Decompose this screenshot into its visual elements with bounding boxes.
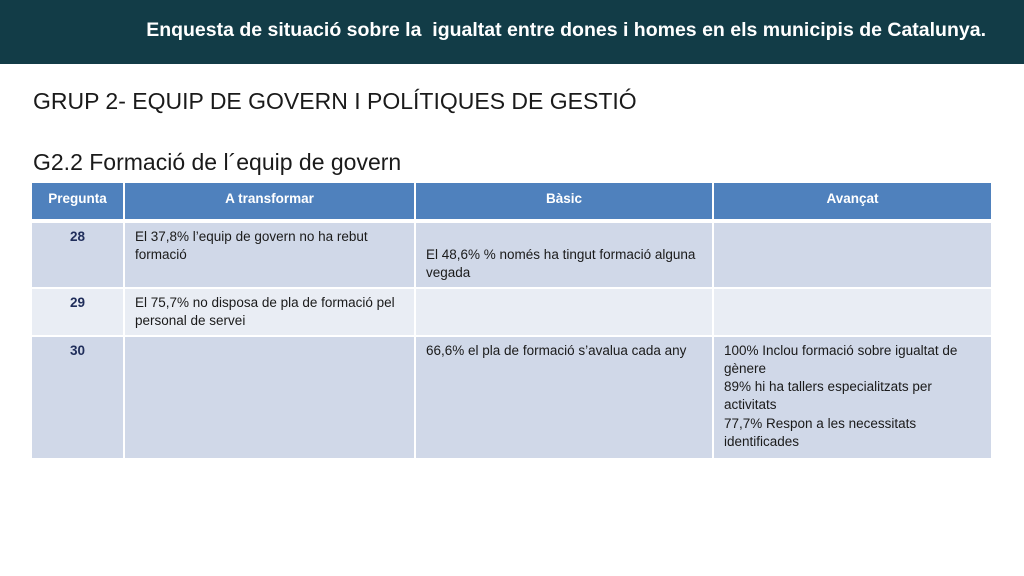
table-header-row (32, 183, 992, 221)
column-header-pregunta: Pregunta (32, 183, 124, 221)
title-bar (0, 0, 1024, 64)
cell-avancat (713, 288, 992, 336)
cell-avancat: 100% Inclou formació sobre igualtat de gènere 89% hi ha tallers especialitzats per activitats 77,7% Respon a les necessitats identificades (713, 336, 992, 459)
table-row (32, 221, 992, 288)
question-number: 28 (32, 221, 124, 288)
section-title: G2.2 Formació de l´equip de govern (33, 149, 402, 175)
table-row (32, 336, 992, 459)
cell-basic: 66,6% el pla de formació s’avalua cada any (415, 336, 713, 459)
group-title: GRUP 2- EQUIP DE GOVERN I POLÍTIQUES DE GESTIÓ (33, 88, 637, 114)
question-number: 30 (32, 336, 124, 459)
cell-a-transformar: El 37,8% l’equip de govern no ha rebut formació (124, 221, 415, 288)
cell-basic: El 48,6% % només ha tingut formació alguna vegada (415, 221, 713, 288)
question-number: 29 (32, 288, 124, 336)
cell-avancat (713, 221, 992, 288)
cell-basic (415, 288, 713, 336)
table-row (32, 288, 992, 336)
column-header-a-transformar: A transformar (124, 183, 415, 221)
indicators-table (32, 183, 993, 460)
column-header-avancat: Avançat (713, 183, 992, 221)
presentation-title: Enquesta de situació sobre la igualtat entre dones i homes en els municipis de Catalunya. (146, 19, 986, 41)
cell-a-transformar: El 75,7% no disposa de pla de formació pel personal de servei (124, 288, 415, 336)
column-header-basic: Bàsic (415, 183, 713, 221)
cell-a-transformar (124, 336, 415, 459)
